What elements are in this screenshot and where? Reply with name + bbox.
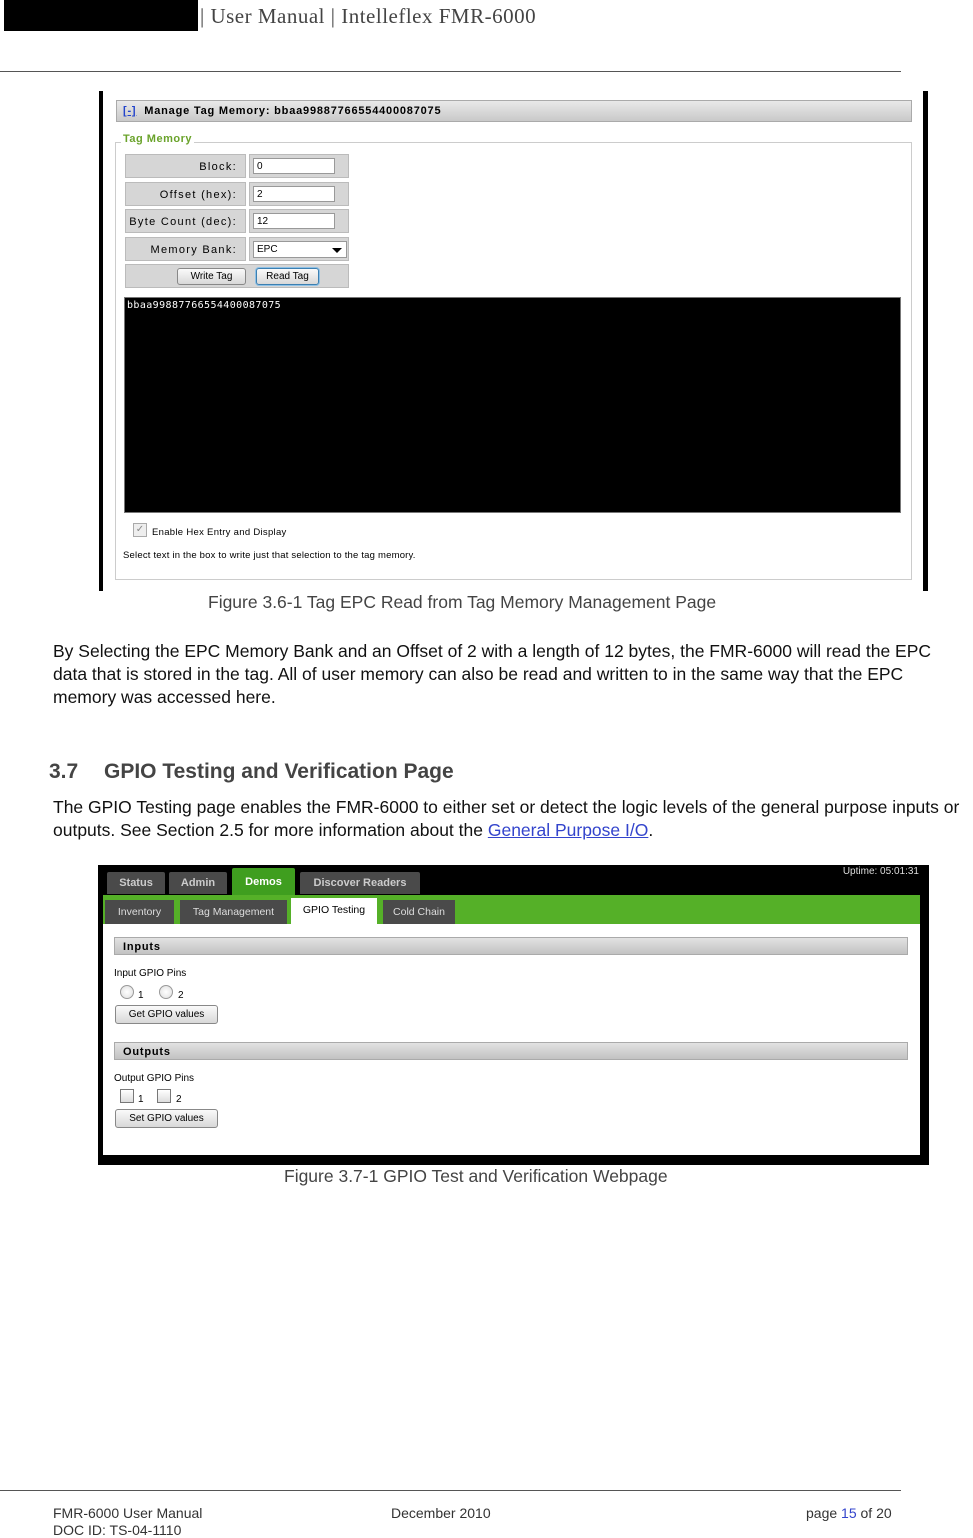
byte-count-input[interactable]: 12 xyxy=(253,213,335,229)
section-title: GPIO Testing and Verification Page xyxy=(104,760,454,783)
figure2-caption: Figure 3.7-1 GPIO Test and Verification Webpage xyxy=(284,1166,668,1186)
offset-cell xyxy=(249,182,349,206)
tab-status[interactable]: Status xyxy=(107,872,165,894)
section-text: The GPIO Testing page enables the FMR-6000 to either set or detect the logic levels of the general purpose inputs or outputs. See Section 2.5 for more information about the xyxy=(53,797,960,840)
footer-doc-id: DOC ID: TS-04-1110 xyxy=(53,1522,182,1538)
paragraph-text: By Selecting the EPC Memory Bank and an Offset of 2 with a length of 12 bytes, the FMR-6000 will read the EPC data that is stored in the tag. All of user memory can also be read and written to in the same way that the EPC memory was accessed here. xyxy=(53,641,932,707)
figure-gpio-testing xyxy=(98,865,929,1165)
block-input[interactable]: 0 xyxy=(253,158,335,174)
tab-admin[interactable]: Admin xyxy=(169,872,227,894)
get-gpio-button[interactable]: Get GPIO values xyxy=(115,1005,218,1024)
input-pin-2-label: 2 xyxy=(178,990,184,1001)
gpio-link[interactable]: General Purpose I/O xyxy=(487,820,649,840)
tag-memory-textarea[interactable]: bbaa99887766554400087075 xyxy=(124,297,901,513)
page-prefix: page xyxy=(806,1505,842,1521)
collapse-toggle[interactable]: [-] xyxy=(123,105,137,117)
header-logo-block xyxy=(4,0,198,31)
manage-tag-memory-title: Manage Tag Memory: bbaa99887766554400087075 xyxy=(144,105,442,117)
section-heading xyxy=(49,760,454,784)
sub-nav xyxy=(103,895,920,924)
figure1-caption: Figure 3.6-1 Tag EPC Read from Tag Memory Management Page xyxy=(208,592,717,612)
read-tag-button[interactable]: Read Tag xyxy=(256,268,319,285)
footer-manual: FMR-6000 User Manual xyxy=(53,1505,203,1521)
gpio-panel xyxy=(103,924,920,1155)
input-pin-1-label: 1 xyxy=(138,990,144,1001)
input-pins-label: Input GPIO Pins xyxy=(114,968,187,979)
subtab-cold-chain[interactable]: Cold Chain xyxy=(383,900,455,924)
block-cell xyxy=(249,154,349,178)
subtab-inventory[interactable]: Inventory xyxy=(105,900,174,924)
subtab-tag-management[interactable]: Tag Management xyxy=(180,900,287,924)
output-pin-2-checkbox[interactable] xyxy=(157,1089,171,1103)
figure-border-right xyxy=(923,91,928,591)
body-paragraph-1 xyxy=(53,640,968,709)
chevron-down-icon xyxy=(332,248,342,253)
hex-checkbox-label: Enable Hex Entry and Display xyxy=(152,527,287,538)
memory-bank-value: EPC xyxy=(257,244,278,255)
block-label: Block: xyxy=(125,154,246,178)
memory-bank-label: Memory Bank: xyxy=(125,237,246,261)
output-pin-1-label: 1 xyxy=(138,1094,144,1105)
header-title: | User Manual | Intelleflex FMR-6000 xyxy=(200,4,537,28)
figure-tag-memory xyxy=(99,91,928,591)
page-current: 15 xyxy=(841,1505,857,1521)
inputs-header: Inputs xyxy=(114,937,908,955)
hex-checkbox[interactable]: ✓ xyxy=(133,523,147,537)
write-tag-button[interactable]: Write Tag xyxy=(177,268,246,285)
tag-action-row xyxy=(125,264,349,288)
outputs-header: Outputs xyxy=(114,1042,908,1060)
section-number: 3.7 xyxy=(49,760,79,783)
output-pin-2-label: 2 xyxy=(176,1094,182,1105)
figure-border-left xyxy=(99,91,103,591)
footer-date: December 2010 xyxy=(391,1505,491,1521)
manage-tag-memory-header xyxy=(116,100,912,122)
subtab-gpio-testing[interactable]: GPIO Testing xyxy=(291,898,377,924)
footer-page xyxy=(806,1505,892,1521)
byte-count-label: Byte Count (dec): xyxy=(125,209,246,233)
input-pin-2-radio[interactable] xyxy=(159,985,173,999)
input-pin-1-radio[interactable] xyxy=(120,985,134,999)
footer-divider xyxy=(0,1490,901,1491)
header-divider xyxy=(0,71,901,72)
tag-memory-legend: Tag Memory xyxy=(123,133,192,145)
body-paragraph-2 xyxy=(53,796,968,842)
section-text-end: . xyxy=(648,820,654,840)
set-gpio-button[interactable]: Set GPIO values xyxy=(115,1109,218,1128)
uptime-readout: Uptime: 05:01:31 xyxy=(842,866,919,877)
tab-discover-readers[interactable]: Discover Readers xyxy=(300,872,420,894)
byte-count-cell xyxy=(249,209,349,233)
tab-demos[interactable]: Demos xyxy=(232,868,295,895)
memory-bank-cell xyxy=(249,237,349,261)
offset-input[interactable]: 2 xyxy=(253,186,335,202)
memory-bank-select[interactable] xyxy=(253,241,347,258)
output-pins-label: Output GPIO Pins xyxy=(114,1073,195,1084)
output-pin-1-checkbox[interactable] xyxy=(120,1089,134,1103)
main-nav xyxy=(98,865,929,895)
page-suffix: of 20 xyxy=(856,1505,892,1521)
selection-note: Select text in the box to write just that selection to the tag memory. xyxy=(123,550,416,561)
offset-label: Offset (hex): xyxy=(125,182,246,206)
